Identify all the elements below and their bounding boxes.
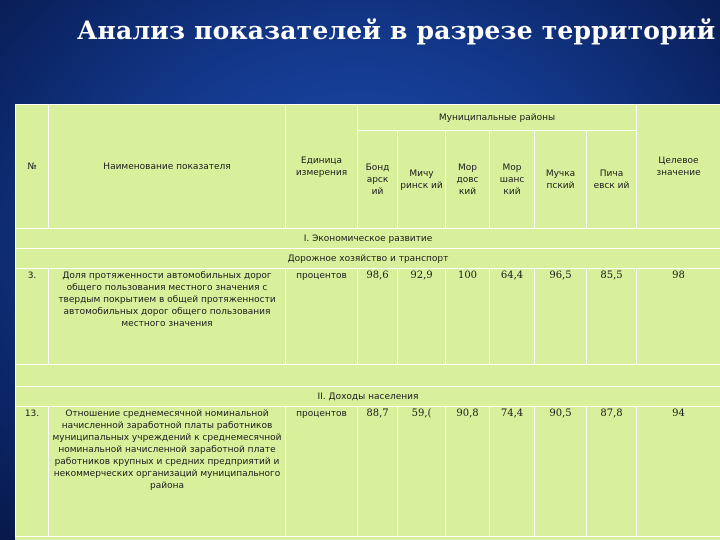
subsection-heading: Дорожное хозяйство и транспорт	[16, 249, 720, 269]
row-value: 90,5	[535, 407, 587, 537]
header-district: Бонд арск ий	[358, 131, 398, 229]
row-value: 85,5	[587, 269, 637, 365]
header-number: №	[16, 105, 49, 229]
row-value: 74,4	[490, 407, 535, 537]
spacer-row	[16, 365, 720, 387]
row-target-value: 98	[637, 269, 720, 365]
header-district: Мор довс кий	[446, 131, 490, 229]
row-value: 96,5	[535, 269, 587, 365]
header-target-value: Целевое значение	[637, 105, 720, 229]
header-district: Мучка пский	[535, 131, 587, 229]
slide-title: Анализ показателей в разрезе территорий	[77, 16, 716, 45]
indicators-table-container	[15, 104, 720, 540]
row-target-value: 94	[637, 407, 720, 537]
row-number: 13.	[16, 407, 49, 537]
row-number: 3.	[16, 269, 49, 365]
row-indicator-name: Отношение среднемесячной номинальной начисленной заработной платы работников муниципальных учреждений к среднемесячной номинальной начисленной заработной плате работников крупных и средних предприятий и некоммерческих организаций муниципального района	[49, 407, 286, 537]
header-indicator-name: Наименование показателя	[49, 105, 286, 229]
indicators-table	[15, 104, 720, 537]
row-value: 90,8	[446, 407, 490, 537]
header-unit: Единица измерения	[286, 105, 358, 229]
row-indicator-name: Доля протяженности автомобильных дорог общего пользования местного значения с твердым покрытием в общей протяженности автомобильных дорог общего пользования местного значения	[49, 269, 286, 365]
row-value: 98,6	[358, 269, 398, 365]
header-municipal-districts: Муниципальные районы	[358, 105, 637, 131]
header-district: Мичу ринск ий	[398, 131, 446, 229]
row-value: 88,7	[358, 407, 398, 537]
row-value: 64,4	[490, 269, 535, 365]
row-value: 59,(	[398, 407, 446, 537]
header-district: Пича евск ий	[587, 131, 637, 229]
row-value: 100	[446, 269, 490, 365]
row-value: 87,8	[587, 407, 637, 537]
section-heading: I. Экономическое развитие	[16, 229, 720, 249]
row-value: 92,9	[398, 269, 446, 365]
row-unit: процентов	[286, 407, 358, 537]
header-district: Мор шанс кий	[490, 131, 535, 229]
section-heading: II. Доходы населения	[16, 387, 720, 407]
row-unit: процентов	[286, 269, 358, 365]
